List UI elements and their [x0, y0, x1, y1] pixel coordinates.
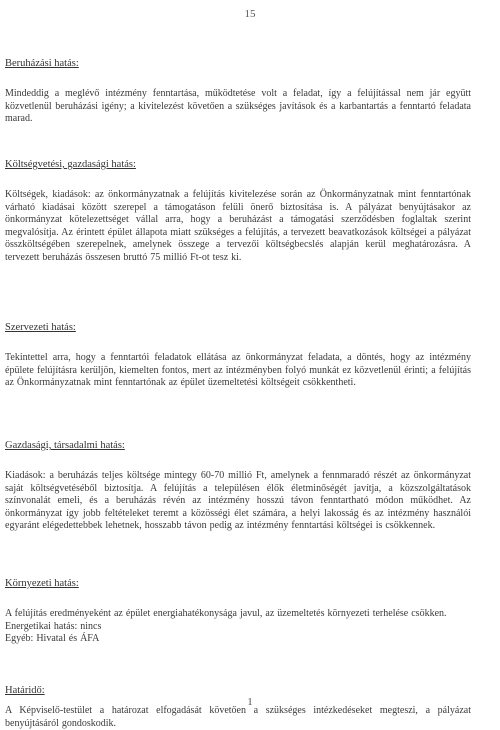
section-heading: Költségvetési, gazdasági hatás:: [5, 159, 136, 170]
section-heading: Határidő:: [5, 685, 45, 696]
section-heading: Beruházási hatás:: [5, 58, 79, 69]
section-impact: [5, 57, 471, 126]
section-body: Kiadások: a beruházás teljes költsége mintegy 60-70 millió Ft, amelynek a fennmaradó részét az önkormányzat saját költségvetéséből biztosítja. A felújítás a településen élők életminőségét javítja, a közszolgáltatások színvonalát emeli, és a beruházás révén az intézmény hosszú távon fenntartható módon működhet. Az önkormányzat így jobb feltételeket teremt a közösségi élet számára, a helyi lakosság és az intézmény használói egyaránt elégedettebbek lehetnek, hosszabb távon pedig az intézmény fenntartási költségei is csökkennek.: [5, 470, 471, 532]
section-deadline: [5, 684, 471, 729]
section-body: A Képviselő-testület a határozat elfogadását követően a szükséges intézkedéseket megteszi, a pályázat benyújtásáról gondoskodik.: [5, 705, 471, 729]
section-heading: Gazdasági, társadalmi hatás:: [5, 440, 125, 451]
section-economic: [5, 439, 471, 533]
section-budget: [5, 158, 471, 265]
section-environmental: [5, 577, 471, 646]
section-body: Mindeddig a meglévő intézmény fenntartása, működtetése volt a feladat, így a felújítással nem jár együtt közvetlenül beruházási igény; a kivitelezést követően a szükséges javítások és a karbantartás a fenntartó feladata marad.: [5, 88, 471, 125]
section-heading: Környezeti hatás:: [5, 578, 79, 589]
footer-page-number: 1: [247, 696, 253, 708]
section-heading: Szervezeti hatás:: [5, 322, 76, 333]
section-body: Költségek, kiadások: az önkormányzatnak a felújítás kivitelezése során az Önkormányzatnak mint fenntartónak várható kiadásai között szerepel a támogatáson felüli önerő biztosítása is. A pályázat benyújtásakor az önkormányzat kötelezettséget vállal arra, hogy a beruházást a támogatási szerződésben foglaltak szerint megvalósítja. Az érintett épület állapota miatt szükséges a felújítás, a tervezett beavatkozások költségei a pályázat összköltségében szerepelnek, amelynek összege a tervezői költségbecslés alapján kerül meghatározásra. A tervezett beruházás összesen bruttó 75 millió Ft-ot tesz ki.: [5, 189, 471, 263]
section-body: A felújítás eredményeként az épület energiahatékonysága javul, az üzemeltetés környezeti terhelése csökken. Energetikai hatás: nincs Egyéb: Hivatal és ÁFA: [5, 608, 447, 645]
section-body: Tekintettel arra, hogy a fenntartói feladatok ellátása az önkormányzat feladata, a döntés, hogy az intézmény épülete felújításra kerüljön, kiemelten fontos, mert az intézményben folyó munkát ez közvetlenül érinti; a felújítás az Önkormányzatnak mint fenntartónak az épület üzemeltetési költségeit csökkentheti.: [5, 352, 471, 389]
section-organizational: [5, 321, 471, 390]
page-number: 15: [244, 8, 256, 20]
